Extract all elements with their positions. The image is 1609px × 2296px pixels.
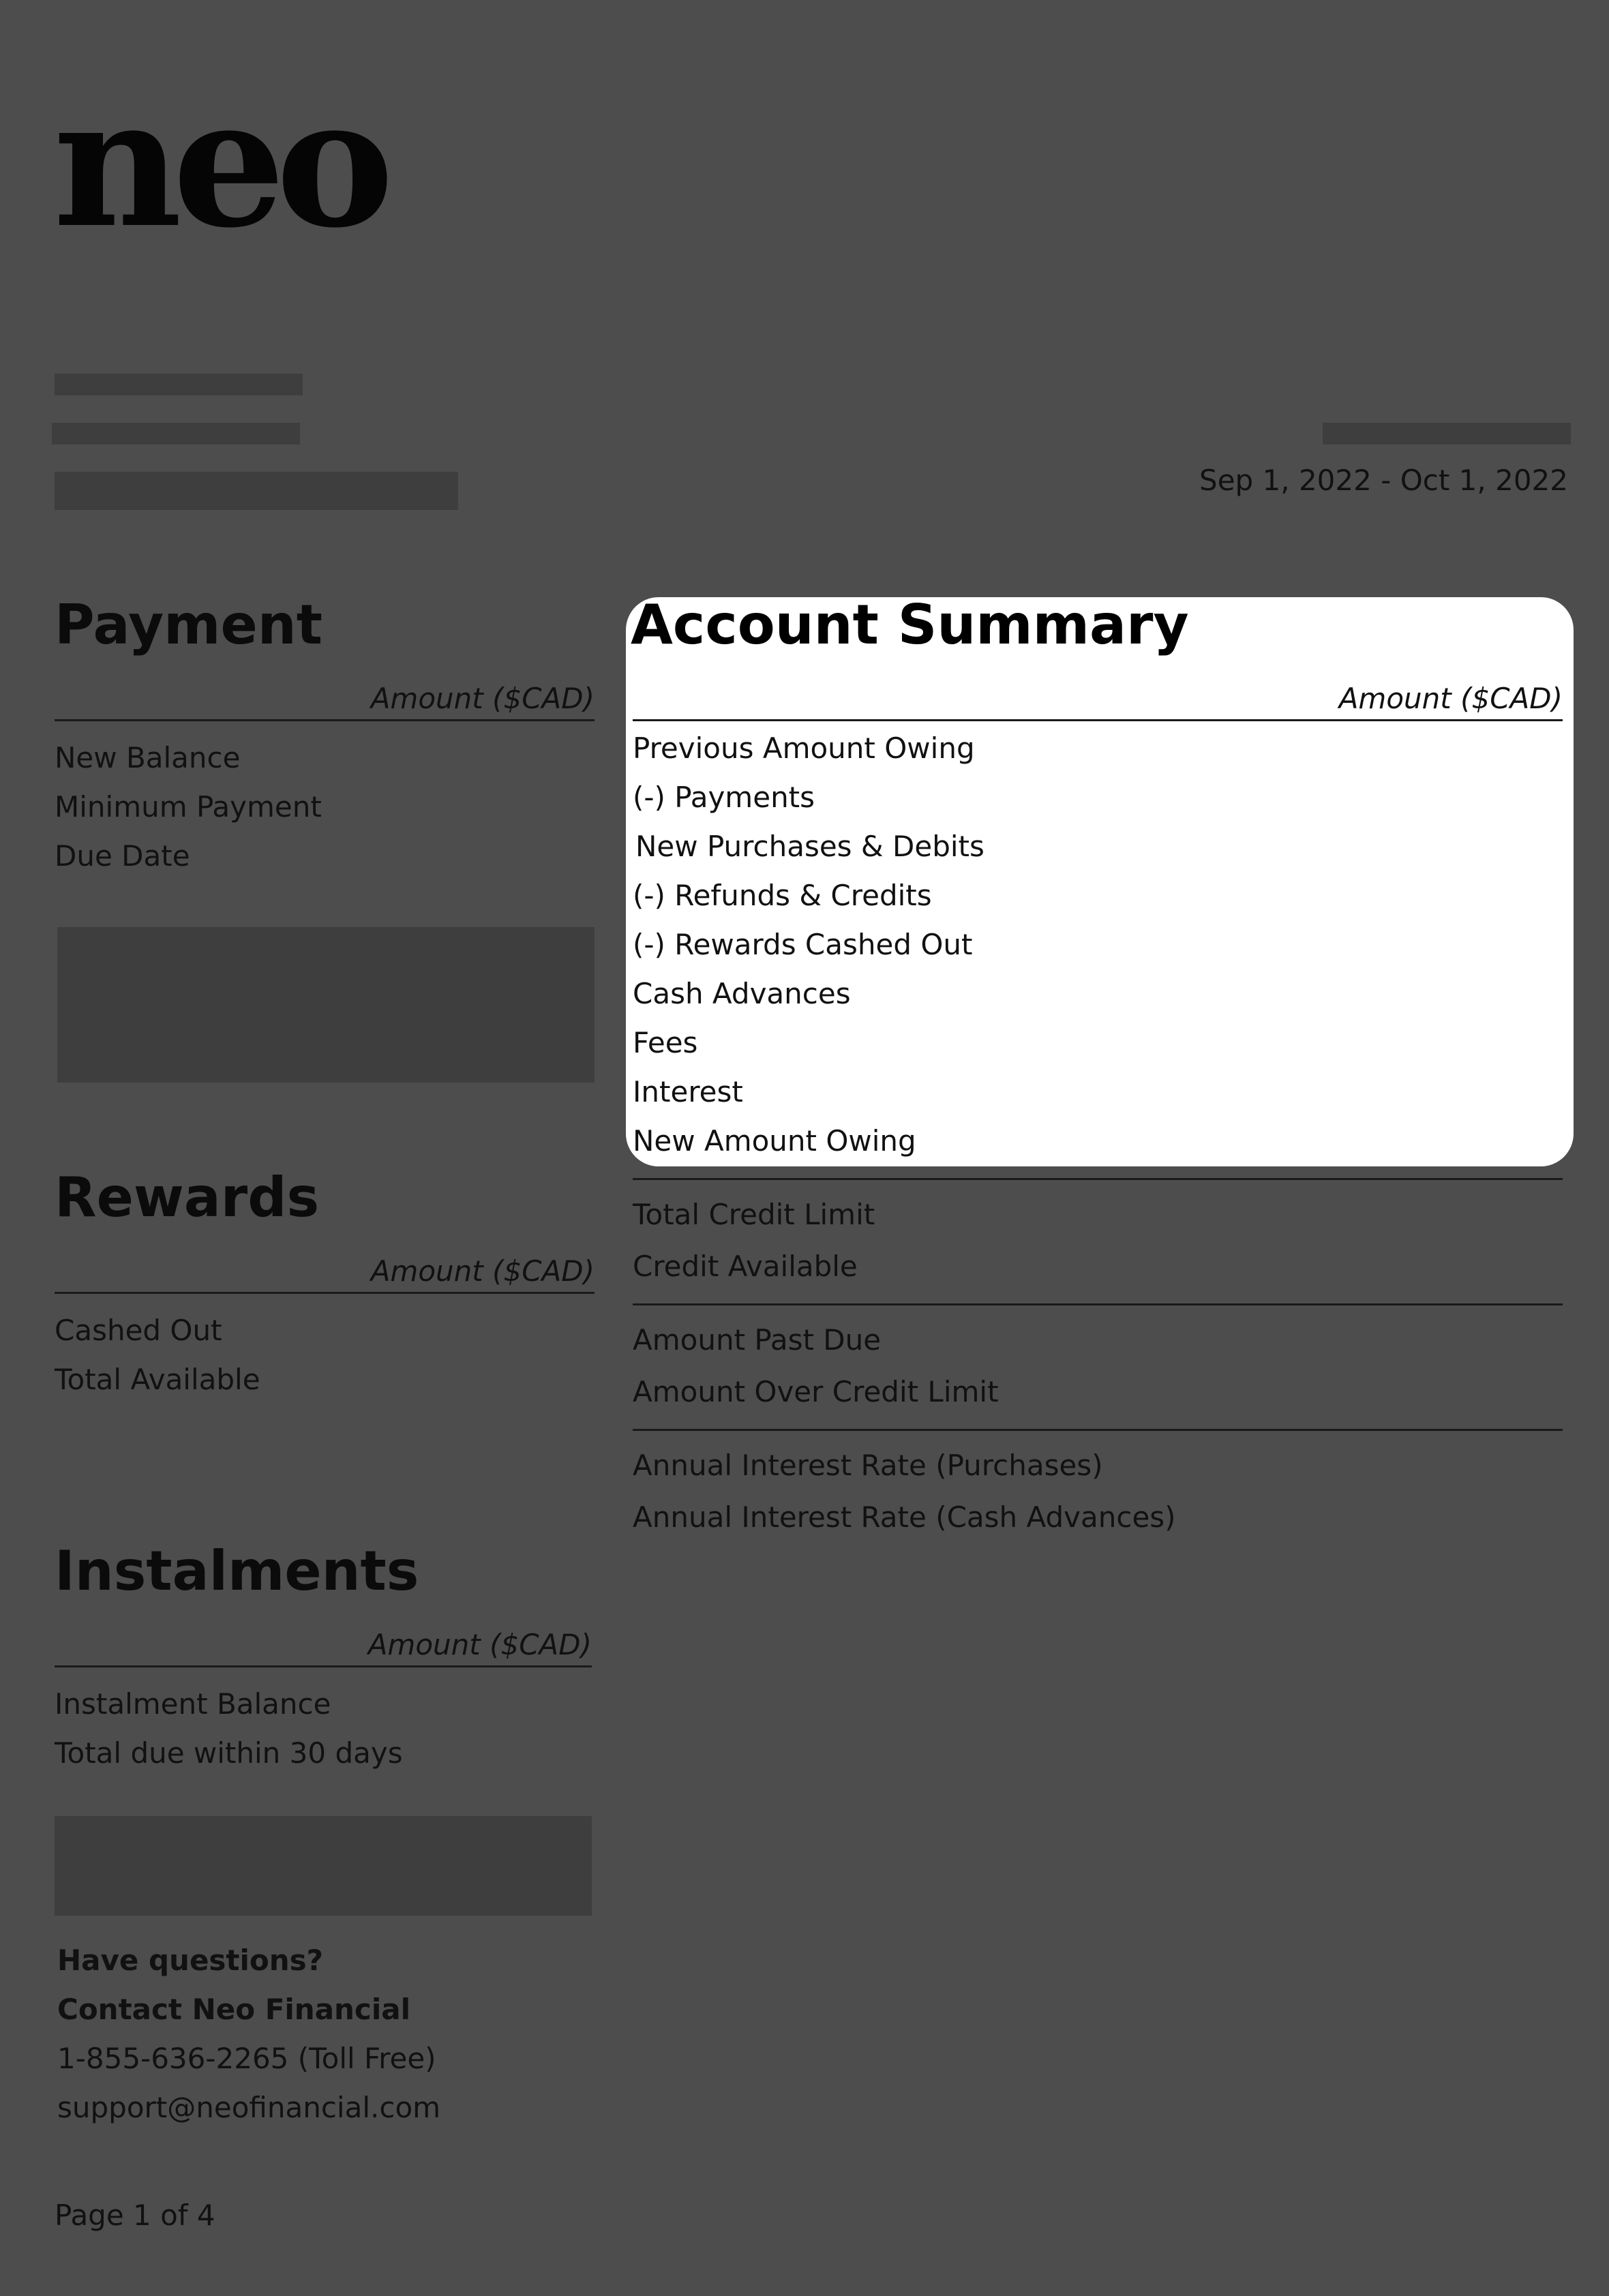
redacted-address-line <box>52 423 300 444</box>
instalments-title: Instalments <box>55 1539 419 1603</box>
payment-row-minimum-payment: Minimum Payment <box>55 790 322 824</box>
redacted-name <box>55 374 303 395</box>
summary-row-interest: Interest <box>633 1075 743 1108</box>
neo-logo: neo <box>53 59 385 267</box>
payment-title: Payment <box>55 593 322 656</box>
payment-row-due-date: Due Date <box>55 839 190 873</box>
account-summary-title: Account Summary <box>631 593 1189 656</box>
contact-email: support@neofinancial.com <box>57 2091 441 2124</box>
rewards-title: Rewards <box>55 1166 320 1229</box>
account-summary-rows <box>633 724 984 1166</box>
contact-question: Have questions? <box>57 1944 324 1977</box>
row-amount-past-due: Amount Past Due <box>633 1323 882 1357</box>
rewards-row-total-available: Total Available <box>55 1363 260 1396</box>
payment-row-new-balance: New Balance <box>55 741 241 774</box>
row-annual-interest-cash-advances: Annual Interest Rate (Cash Advances) <box>633 1500 1176 1534</box>
row-annual-interest-purchases: Annual Interest Rate (Purchases) <box>633 1449 1103 1482</box>
summary-row-fees: Fees <box>633 1026 698 1059</box>
rate-rows <box>633 1440 1176 1543</box>
row-credit-available: Credit Available <box>633 1250 858 1283</box>
summary-row-refunds-credits: (-) Refunds & Credits <box>633 879 932 912</box>
past-due-rows <box>633 1314 999 1418</box>
instalments-row-balance: Instalment Balance <box>55 1687 331 1721</box>
redacted-address-line <box>55 472 458 510</box>
past-due-divider <box>633 1429 1563 1431</box>
redacted-instalments-box <box>55 1816 592 1916</box>
credit-rows <box>633 1189 875 1293</box>
rewards-rows <box>55 1306 260 1404</box>
instalments-rows <box>55 1680 403 1778</box>
row-total-credit-limit: Total Credit Limit <box>633 1198 875 1231</box>
summary-row-new-purchases: New Purchases & Debits <box>635 830 984 863</box>
account-summary-amount-header: Amount ($CAD) <box>633 682 1563 721</box>
summary-row-new-amount-owing: New Amount Owing <box>633 1124 916 1158</box>
contact-block <box>57 1936 440 2132</box>
contact-heading: Contact Neo Financial <box>57 1993 410 2026</box>
instalments-row-due-30-days: Total due within 30 days <box>55 1736 403 1770</box>
summary-row-cash-advances: Cash Advances <box>633 977 851 1010</box>
instalments-amount-header: Amount ($CAD) <box>55 1628 592 1667</box>
statement-period: Sep 1, 2022 - Oct 1, 2022 <box>1199 464 1568 497</box>
rewards-row-cashed-out: Cashed Out <box>55 1314 222 1347</box>
summary-row-rewards-cashed-out: (-) Rewards Cashed Out <box>633 928 973 961</box>
row-amount-over-credit-limit: Amount Over Credit Limit <box>633 1375 999 1408</box>
summary-divider <box>633 1178 1563 1180</box>
credit-divider <box>633 1303 1563 1305</box>
payment-rows <box>55 734 322 881</box>
payment-amount-header: Amount ($CAD) <box>55 682 595 721</box>
redacted-payment-box <box>57 927 595 1083</box>
summary-row-previous-amount-owing: Previous Amount Owing <box>633 731 975 765</box>
rewards-amount-header: Amount ($CAD) <box>55 1254 595 1294</box>
page-number: Page 1 of 4 <box>55 2199 215 2232</box>
summary-row-payments: (-) Payments <box>633 781 815 814</box>
contact-phone: 1-855-636-2265 (Toll Free) <box>57 2042 436 2075</box>
redacted-account-number <box>1323 423 1571 444</box>
